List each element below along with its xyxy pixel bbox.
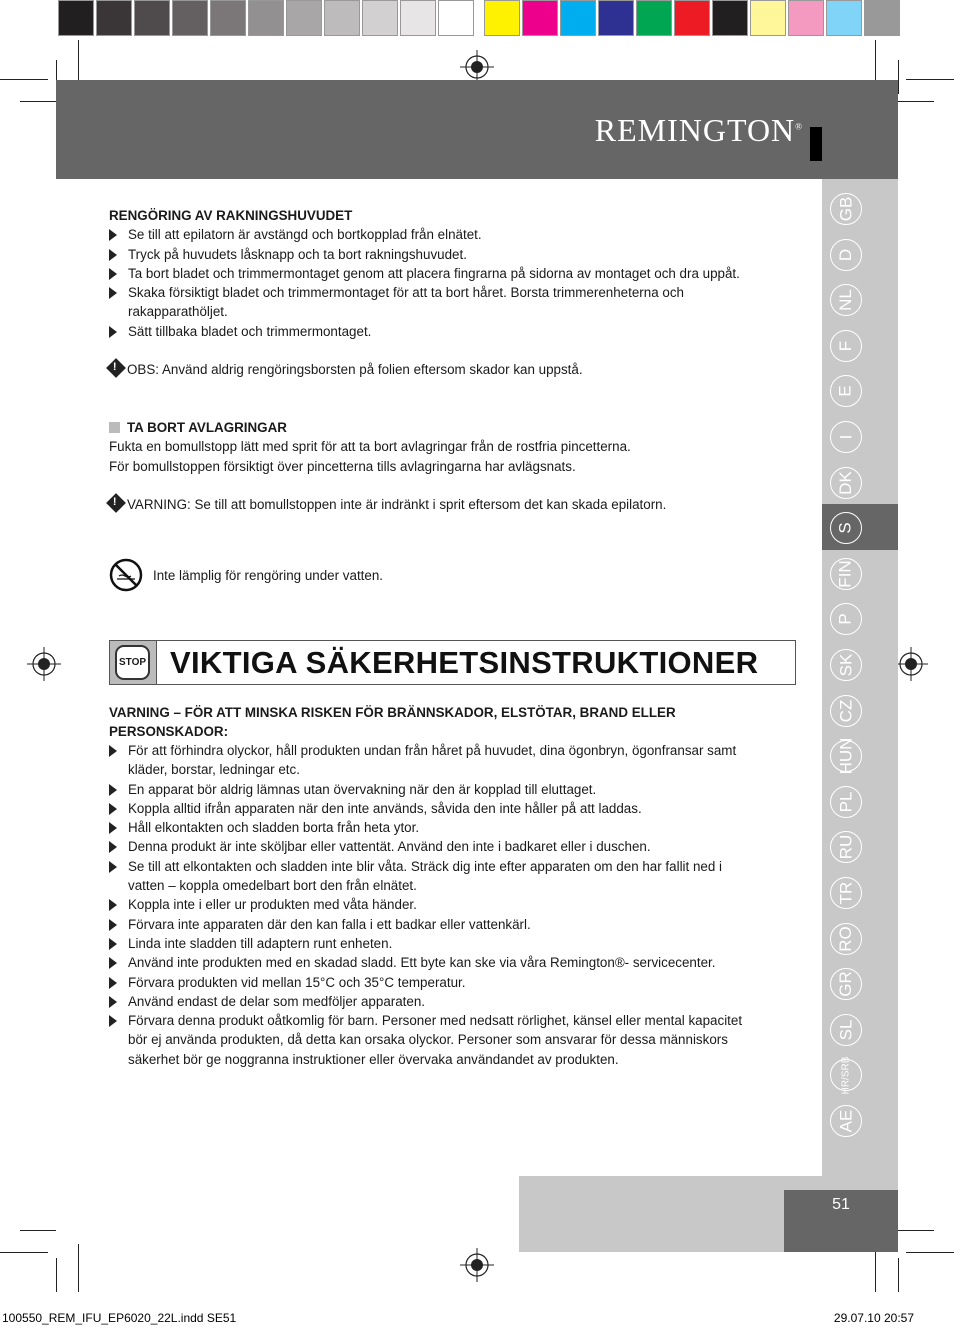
list-item: För att förhindra olyckor, håll produkten undan från håret på huvudet, dina ögonbryn, ögonfransar samt kläder, borstar, ledningar etc. (109, 741, 759, 780)
language-label: NL (835, 289, 855, 312)
color-swatch (788, 0, 824, 36)
language-tab-s[interactable] (830, 512, 862, 544)
list-item: Se till att epilatorn är avstängd och bortkopplad från elnätet. (109, 225, 769, 244)
language-tab-f[interactable] (830, 330, 862, 362)
language-tab-sk[interactable] (830, 649, 862, 681)
language-tab-d[interactable] (830, 239, 862, 271)
language-tab-e[interactable] (830, 375, 862, 407)
language-tab-ro[interactable] (830, 923, 862, 955)
color-swatch (58, 0, 94, 36)
color-swatch (712, 0, 748, 36)
page-header (56, 80, 898, 179)
grey-swatches (58, 0, 476, 38)
crop-mark (898, 1258, 899, 1292)
color-swatch (750, 0, 786, 36)
crop-mark (898, 1230, 934, 1231)
list-item: Skaka försiktigt bladet och trimmermontaget för att ta bort håret. Borsta trimmerenheterna och rakapparathöljet. (109, 283, 769, 322)
language-label: FIN (835, 560, 855, 588)
water-note: Inte lämplig för rengöring under vatten. (153, 568, 384, 583)
page-number: 51 (784, 1190, 898, 1252)
color-swatch (400, 0, 436, 36)
crop-mark (20, 1230, 56, 1231)
language-label: RO (836, 925, 855, 952)
stop-icon: STOP (115, 645, 150, 680)
color-swatch (438, 0, 474, 36)
language-label: AE (836, 1109, 855, 1133)
square-bullet-icon (109, 422, 120, 433)
safety-section (109, 703, 759, 1069)
language-tab-cz[interactable] (830, 695, 862, 727)
warning-icon (106, 358, 126, 378)
paragraph: Fukta en bomullstopp lätt med sprit för att ta bort avlagringar från de rostfria pincetterna. (109, 439, 631, 455)
list-item: Tryck på huvudets låsknapp och ta bort rakningshuvudet. (109, 245, 769, 264)
page-title: VIKTIGA SÄKERHETSINSTRUKTIONER (170, 645, 759, 680)
warning-heading: VARNING – FÖR ATT MINSKA RISKEN FÖR BRÄNNSKADOR, ELSTÖTAR, BRAND ELLER PERSONSKADOR: (109, 705, 676, 739)
cleaning-section (109, 206, 769, 379)
list-item: Förvara produkten vid mellan 15°C och 35°C temperatur. (109, 973, 759, 992)
color-swatch (522, 0, 558, 36)
color-swatch (864, 0, 900, 36)
crop-mark (898, 60, 899, 94)
language-tab-fin[interactable] (830, 558, 862, 590)
language-tab-hun[interactable] (830, 737, 862, 775)
list-item: En apparat bör aldrig lämnas utan övervakning när den är kopplad till eluttaget. (109, 780, 759, 799)
language-label: GB (836, 196, 855, 222)
crop-mark (898, 101, 934, 102)
language-label: GR (836, 971, 855, 997)
registration-mark-icon (27, 647, 61, 681)
color-swatches (484, 0, 902, 38)
list-item: Håll elkontakten och sladden borta från heta ytor. (109, 818, 759, 837)
color-swatch (674, 0, 710, 36)
list-item: Linda inte sladden till adaptern runt enheten. (109, 934, 759, 953)
list-item: Förvara denna produkt oåtkomlig för barn. Personer med nedsatt rörlighet, känsel eller mental kapacitet bör ej använda produkten, då detta kan orsaka olyckor. Personer som ansvarar för dessa människors säkerhet bör ge noggranna instruktioner eller övervaka användandet av produkten. (109, 1011, 759, 1069)
color-swatch (636, 0, 672, 36)
language-tab-p[interactable] (830, 603, 862, 635)
language-label: RU (836, 835, 855, 860)
date-slug: 29.07.10 20:57 (833, 1311, 914, 1325)
language-label: E (836, 385, 855, 398)
language-tab-hr-srb[interactable] (830, 1056, 862, 1095)
language-label: HR/SRB (840, 1056, 852, 1095)
cleaning-steps (109, 225, 769, 341)
paragraph: För bomullstoppen försiktigt över pincetterna tills avlagringarna har avlägsnats. (109, 458, 576, 474)
list-item: Koppla inte i eller ur produkten med våta händer. (109, 895, 759, 914)
section-heading: RENGÖRING AV RAKNINGSHUVUDET (109, 208, 353, 223)
crop-mark (0, 1252, 48, 1253)
crop-mark (0, 79, 48, 80)
language-label: D (836, 248, 855, 261)
language-label: SL (835, 1019, 855, 1041)
color-swatch (362, 0, 398, 36)
list-item: Denna produkt är inte sköljbar eller vattentät. Använd den inte i badkaret eller i duschen. (109, 837, 759, 856)
language-tab-ae[interactable] (830, 1105, 862, 1137)
language-label: P (836, 613, 855, 626)
list-item: Koppla alltid ifrån apparaten när den inte används, såvida den inte håller på att laddas. (109, 799, 759, 818)
language-tab-dk[interactable] (830, 467, 862, 499)
language-label: I (835, 434, 855, 440)
color-swatch (484, 0, 520, 36)
safety-list (109, 741, 759, 1069)
language-label: TR (835, 881, 855, 905)
color-swatch (324, 0, 360, 36)
color-swatch (286, 0, 322, 36)
section-heading: TA BORT AVLAGRINGAR (109, 418, 769, 437)
registration-mark-icon (460, 50, 494, 84)
list-item: Sätt tillbaka bladet och trimmermontaget. (109, 322, 769, 341)
language-tab-tr[interactable] (830, 877, 862, 909)
no-water-icon (109, 558, 143, 592)
crop-mark (78, 1244, 79, 1292)
color-swatch (210, 0, 246, 36)
language-label: HUN (836, 737, 855, 775)
language-sidebar (822, 179, 898, 1178)
brand-logo: REMINGTON® (594, 112, 803, 148)
registration-mark-icon (460, 1248, 494, 1282)
language-label: DK (836, 470, 855, 495)
color-swatch (826, 0, 862, 36)
language-label: PL (835, 791, 855, 813)
color-swatch (96, 0, 132, 36)
language-tab-sl[interactable] (830, 1014, 862, 1046)
language-label: S (836, 522, 855, 534)
color-swatch (248, 0, 284, 36)
safety-title-box (109, 640, 796, 685)
language-tab-gb[interactable] (830, 193, 862, 225)
crop-mark (906, 1252, 954, 1253)
registration-mark-icon (894, 647, 928, 681)
list-item: Använd inte produkten med en skadad sladd. Ett byte kan ske via våra Remington®- servicecenter. (109, 953, 759, 972)
language-label: CZ (835, 699, 855, 722)
crop-mark (20, 101, 56, 102)
language-tab-gr[interactable] (830, 968, 862, 1000)
color-swatch (598, 0, 634, 36)
list-item: Använd endast de delar som medföljer apparaten. (109, 992, 759, 1011)
language-tab-i[interactable] (830, 421, 862, 453)
note: !OBS: Använd aldrig rengöringsborsten på folien eftersom skador kan uppstå. (109, 360, 769, 379)
language-label: SK (836, 653, 855, 677)
language-label: F (835, 340, 855, 351)
crop-mark (906, 79, 954, 80)
language-tab-ru[interactable] (830, 831, 862, 863)
brand-bar (810, 127, 822, 161)
file-slug: 100550_REM_IFU_EP6020_22L.indd SE51 (2, 1311, 237, 1325)
language-tab-nl[interactable] (830, 284, 862, 316)
deposit-section (109, 418, 769, 514)
language-tab-pl[interactable] (830, 786, 862, 818)
color-swatch (134, 0, 170, 36)
stop-sign (110, 641, 157, 684)
warning: !VARNING: Se till att bomullstoppen inte är indränkt i sprit eftersom det kan skada epilatorn. (109, 495, 769, 514)
crop-mark (56, 1258, 57, 1292)
color-swatch (172, 0, 208, 36)
color-swatch (560, 0, 596, 36)
list-item: Förvara inte apparaten där den kan falla i ett badkar eller vattenkärl. (109, 915, 759, 934)
warning-icon (106, 493, 126, 513)
list-item: Ta bort bladet och trimmermontaget genom att placera fingrarna på sidorna av montaget och dra uppåt. (109, 264, 769, 283)
list-item: Se till att elkontakten och sladden inte blir våta. Sträck dig inte efter apparaten om den har fallit ned i vatten – koppla omedelbart bort den från elnätet. (109, 857, 759, 896)
